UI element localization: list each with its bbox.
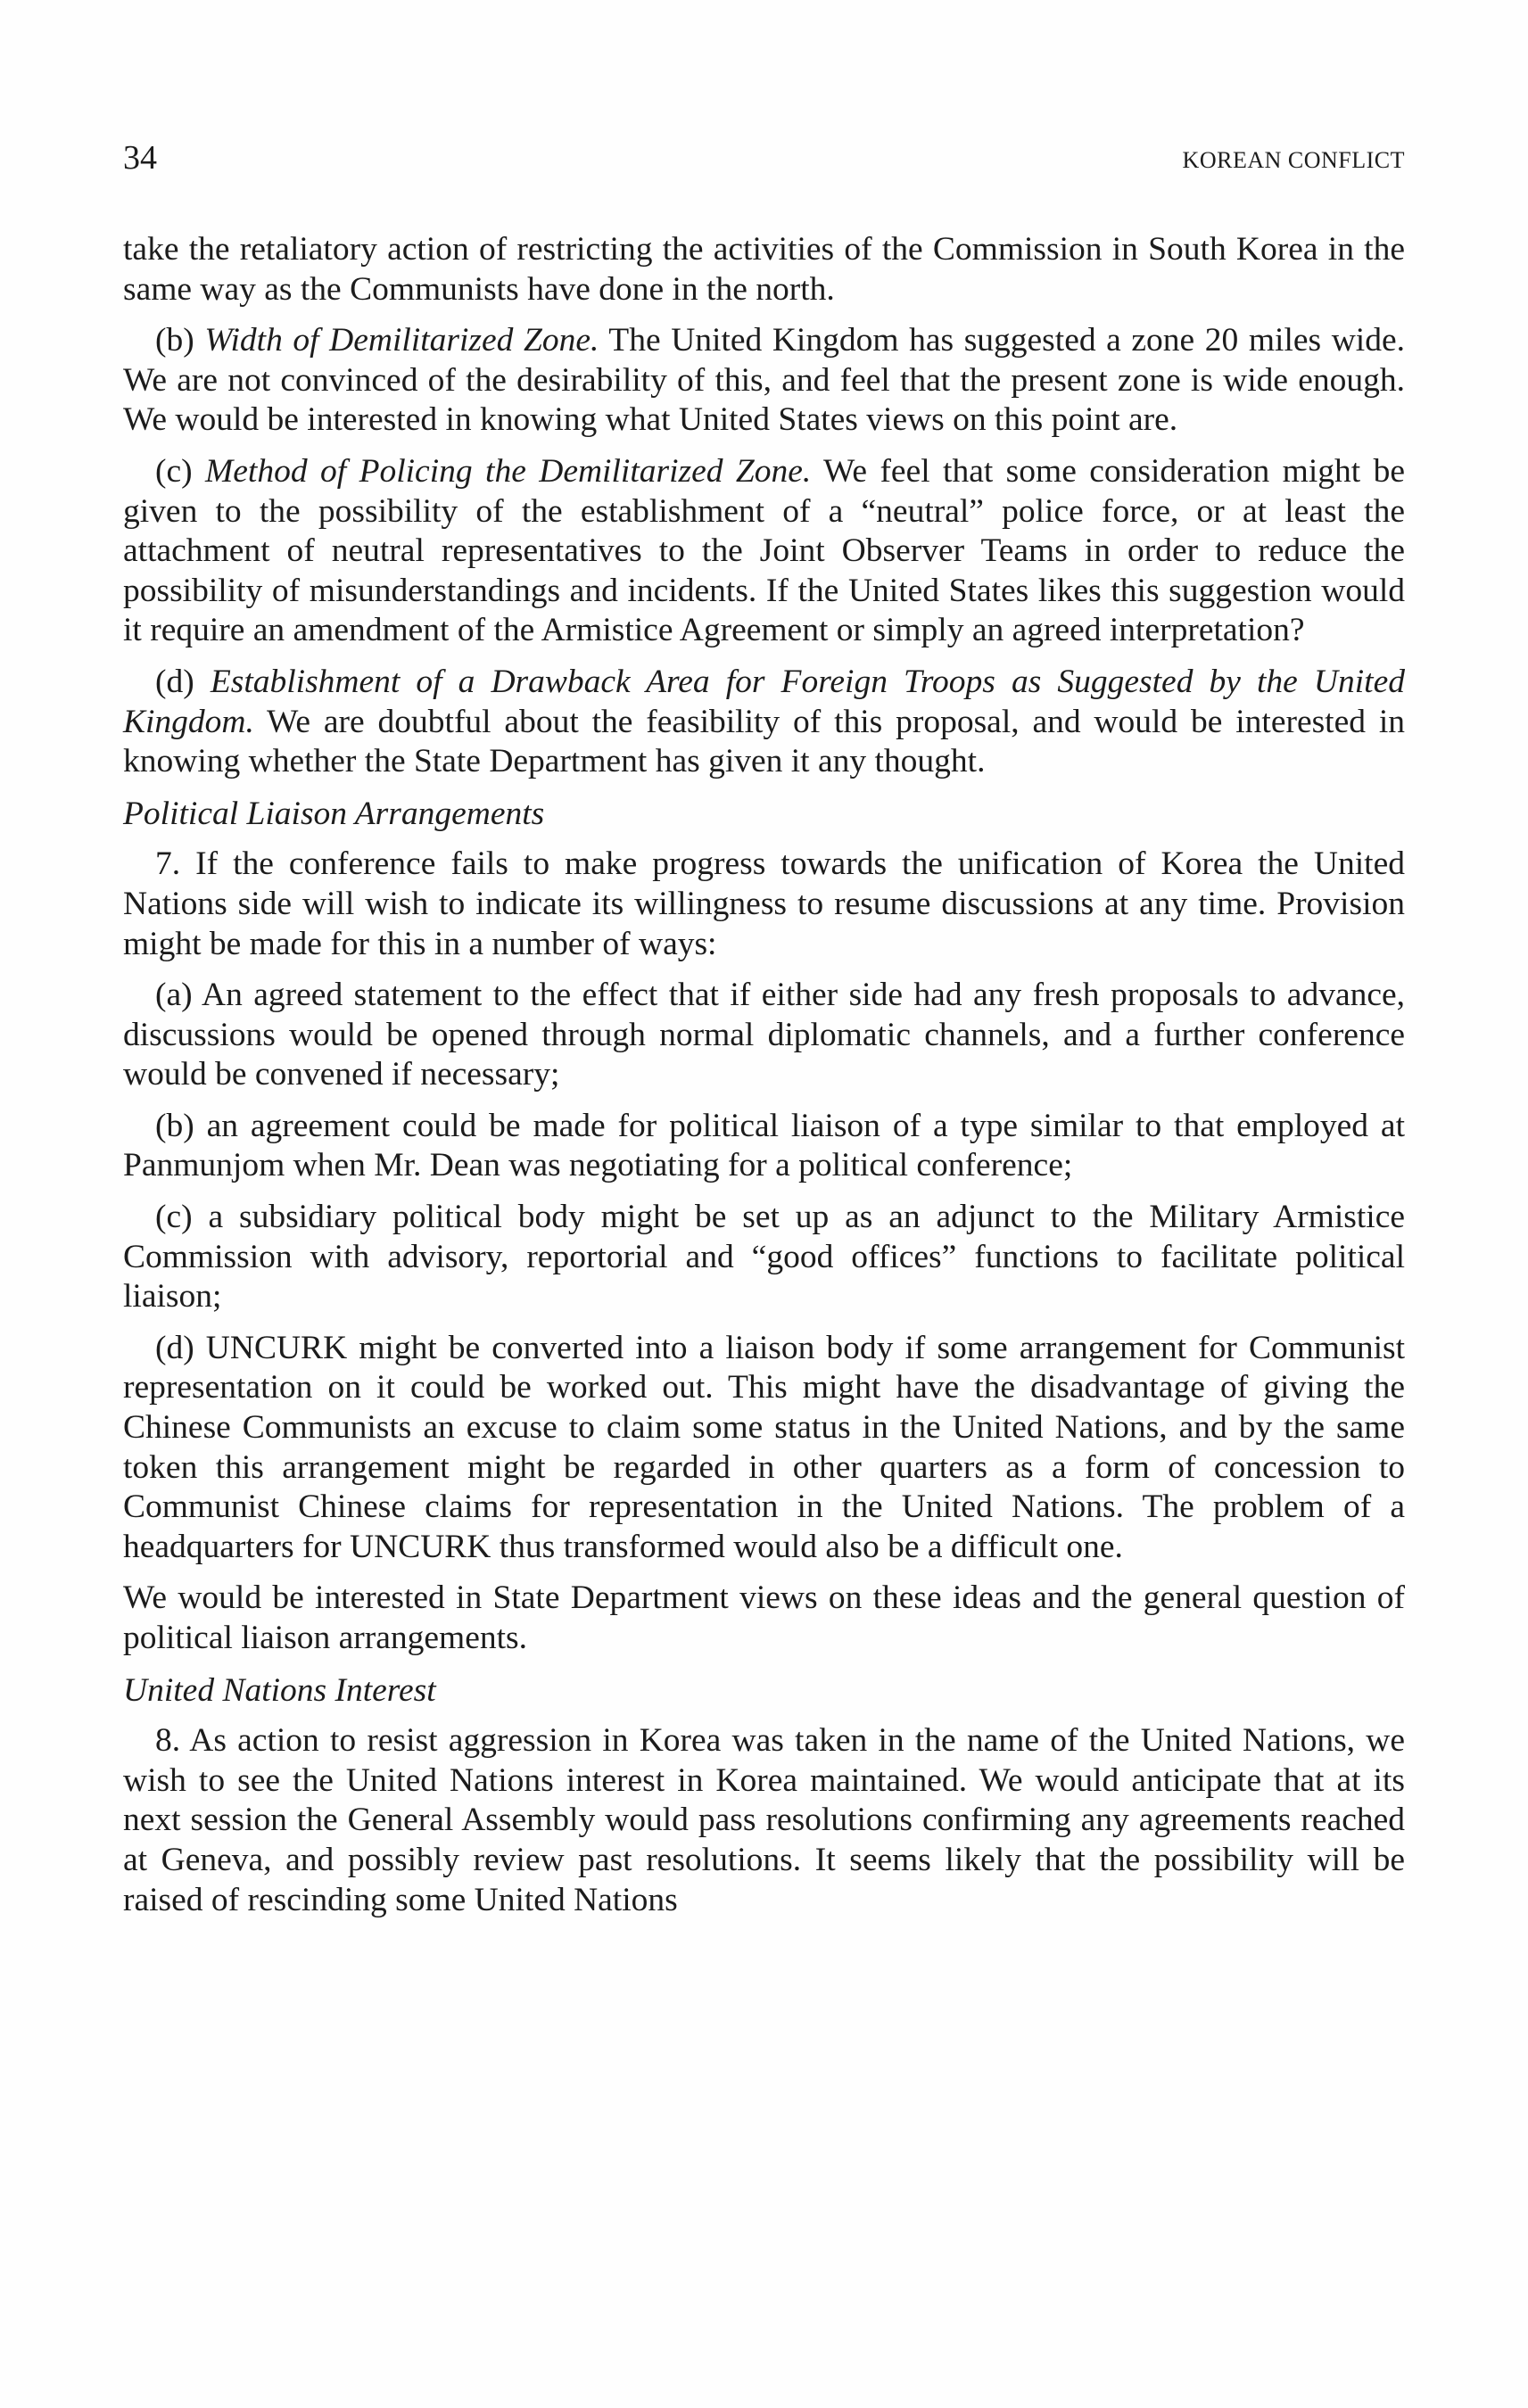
- item-label: (b): [155, 322, 205, 359]
- paragraph-7: [123, 845, 1405, 964]
- paragraph-text: (d) UNCURK might be converted into a liaison body if some arrangement for Communist representation on it could be worked out. This might have the disadvantage of giving the Chinese Communists an excuse to claim some status in the United Nations, and by the same token this arrangement might be regarded in other quarters as a form of concession to Communist Chinese claims for representation in the United Nations. The problem of a headquarters for UNCURK thus transformed would also be a difficult one.: [123, 1329, 1405, 1565]
- paragraph-text: We feel that some consideration might be given to the possibility of the establishment of a “neutral” police force, or at least the attachment of neutral representatives to the Joint Observer Teams in order to reduce the possibility of misunderstandings and incidents. If the United States likes this suggestion would it require an amendment of the Armistice Agreement or simply an agreed interpretation?: [123, 452, 1405, 649]
- paragraph-8: [123, 1721, 1405, 1920]
- page-header: [123, 136, 1405, 189]
- paragraph-continuation: [123, 230, 1405, 309]
- section-heading-un-interest: United Nations Interest: [123, 1671, 436, 1709]
- paragraph-text: The United Kingdom has suggested a zone 20 miles wide. We are not convinced of the desirability of this, and feel that the present zone is wide enough. We would be interested in knowing what United States views on this point are.: [123, 322, 1405, 439]
- page-number: 34: [123, 139, 157, 177]
- paragraph-text: 7. If the conference fails to make progress towards the unification of Korea the United Nations side will wish to indicate its willingness to resume discussions at any time. Provision might be made for this in a number of ways:: [123, 845, 1405, 962]
- paragraph-d-drawback-area: [123, 663, 1405, 782]
- paragraph-text: (b) an agreement could be made for political liaison of a type similar to that employed at Panmunjom when Mr. Dean was negotiating for a political conference;: [123, 1107, 1405, 1184]
- section-heading-political-liaison: Political Liaison Arrangements: [123, 795, 545, 832]
- paragraph-text: take the retaliatory action of restricting the activities of the Commission in South Korea in the same way as the Communists have done in the north.: [123, 231, 1405, 308]
- paragraph-7c: [123, 1198, 1405, 1317]
- item-title: Width of Demilitarized Zone.: [204, 322, 599, 359]
- paragraph-text: 8. As action to resist aggression in Korea was taken in the name of the United Nations, we wish to see the United Nations interest in Korea maintained. We would anticipate that at its next session the General Assembly would pass resolutions confirming any agreements reached at Geneva, and possibly review past resolutions. It seems likely that the possibility will be raised of rescinding some United Nations: [123, 1722, 1405, 1918]
- item-title: Method of Policing the Demilitarized Zone.: [205, 452, 812, 490]
- paragraph-b-width-of-zone: [123, 321, 1405, 441]
- paragraph-7a: [123, 976, 1405, 1095]
- item-label: (c): [155, 452, 206, 490]
- body-text: [123, 230, 1405, 1932]
- running-head: KOREAN CONFLICT: [1182, 147, 1405, 173]
- paragraph-7b: [123, 1107, 1405, 1186]
- paragraph-text: (c) a subsidiary political body might be set up as an adjunct to the Military Armistice Commission with advisory, reportorial and “good offices” functions to facilitate political liaison;: [123, 1199, 1405, 1315]
- paragraph-text: (a) An agreed statement to the effect that if either side had any fresh proposals to advance, discussions would be opened through normal diplomatic channels, and a further conference would be convened if necessary;: [123, 977, 1405, 1093]
- paragraph-text: We are doubtful about the feasibility of this proposal, and would be interested in knowing whether the State Department has given it any thought.: [123, 703, 1405, 780]
- item-label: (d): [155, 663, 211, 700]
- item-title: Establishment of a Drawback Area for Foreign Troops as Suggested by the United Kingdom.: [123, 663, 1405, 740]
- paragraph-text: We would be interested in State Department views on these ideas and the general question of political liaison arrangements.: [123, 1579, 1405, 1656]
- paragraph-c-policing: [123, 452, 1405, 651]
- paragraph-liaison-views: [123, 1579, 1405, 1658]
- paragraph-7d: [123, 1329, 1405, 1568]
